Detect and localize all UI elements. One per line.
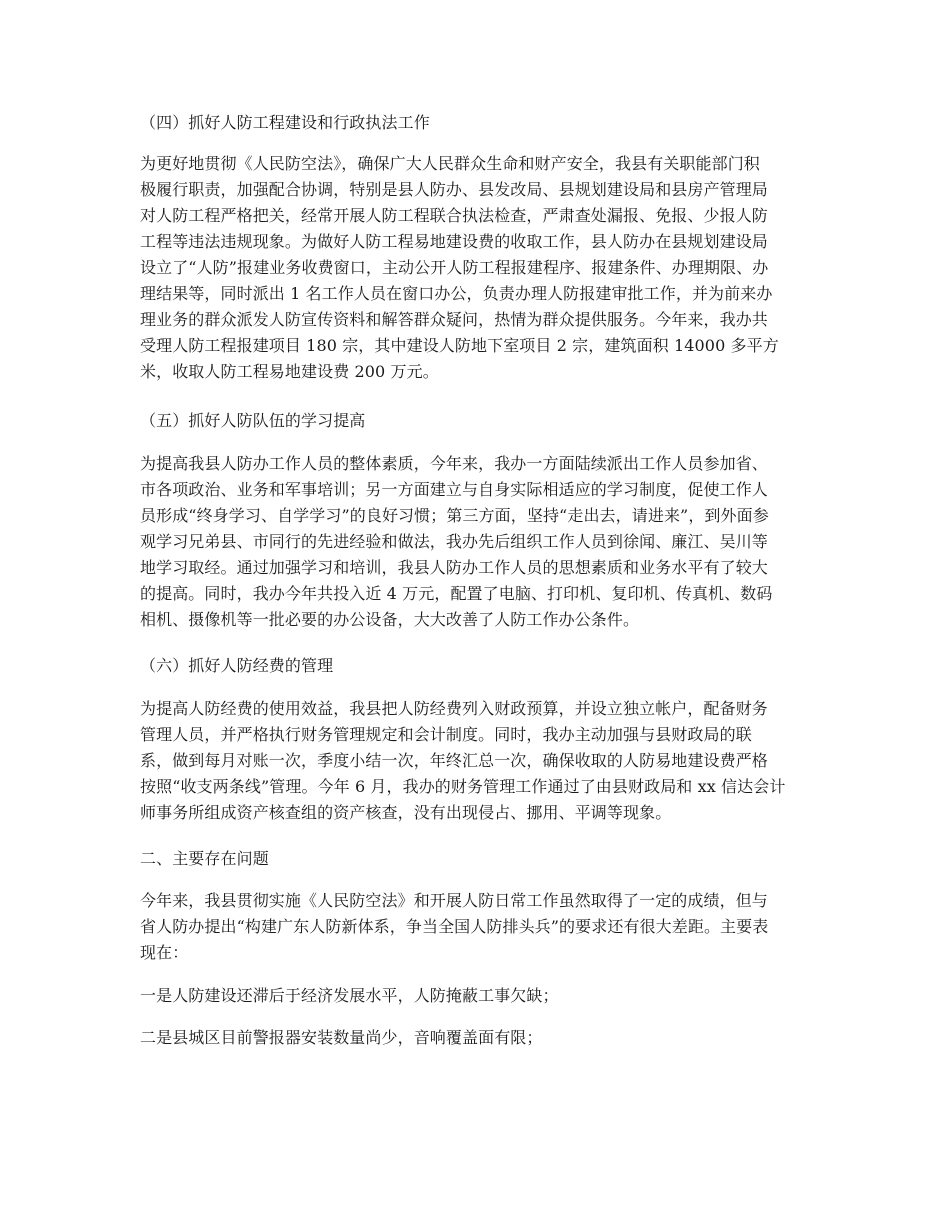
paragraph-line: 省人防办提出“构建广东人防新体系，争当全国人防排头兵”的要求还有很大差距。主要表	[140, 917, 769, 936]
paragraph-line: 理业务的群众派发人防宣传资料和解答群众疑问，热情为群众提供服务。今年来，我办共	[140, 310, 768, 329]
section-heading: （四）抓好人防工程建设和行政执法工作	[140, 113, 430, 132]
paragraph-line: 员形成“终身学习、自学学习”的良好习惯；第三方面，坚持“走出去，请进来”，到外面参	[140, 506, 769, 525]
paragraph-line: 市各项政治、业务和军事培训；另一方面建立与自身实际相适应的学习制度，促使工作人	[140, 480, 768, 499]
paragraph-line: 理结果等，同时派出 1 名工作人员在窗口办公，负责办理人防报建审批工作，并为前来办	[140, 284, 773, 303]
paragraph-line: 对人防工程严格把关，经常开展人防工程联合执法检查，严肃查处漏报、免报、少报人防	[140, 206, 768, 225]
paragraph-line: 极履行职责，加强配合协调，特别是县人防办、县发改局、县规划建设局和县房产管理局	[140, 180, 768, 199]
paragraph-line: 工程等违法违规现象。为做好人防工程易地建设费的收取工作，县人防办在县规划建设局	[140, 232, 768, 251]
list-item: 一是人防建设还滞后于经济发展水平，人防掩蔽工事欠缺；	[140, 986, 559, 1005]
paragraph-line: 系，做到每月对账一次，季度小结一次，年终汇总一次，确保收取的人防易地建设费严格	[140, 751, 768, 770]
section-heading: （六）抓好人防经费的管理	[140, 656, 334, 675]
paragraph-line: 按照“收支两条线”管理。今年 6 月，我办的财务管理工作通过了由县财政局和 xx 信达会计	[140, 777, 786, 796]
section-heading: 二、主要存在问题	[140, 849, 269, 868]
paragraph-line: 管理人员，并严格执行财务管理规定和会计制度。同时，我办主动加强与县财政局的联	[140, 725, 752, 744]
paragraph-line: 的提高。同时，我办今年共投入近 4 万元，配置了电脑、打印机、复印机、传真机、数码	[140, 584, 773, 603]
list-item: 二是县城区目前警报器安装数量尚少，音响覆盖面有限；	[140, 1028, 543, 1047]
paragraph-line: 受理人防工程报建项目 180 宗，其中建设人防地下室项目 2 宗，建筑面积 14000 多平方	[140, 336, 779, 355]
paragraph-line: 师事务所组成资产核查组的资产核查，没有出现侵占、挪用、平调等现象。	[140, 803, 672, 822]
paragraph-line: 相机、摄像机等一批必要的办公设备，大大改善了人防工作办公条件。	[140, 610, 640, 629]
section-heading: （五）抓好人防队伍的学习提高	[140, 411, 366, 430]
paragraph-line: 设立了“人防”报建业务收费窗口，主动公开人防工程报建程序、报建条件、办理期限、办	[140, 258, 769, 277]
paragraph-line: 为提高我县人防办工作人员的整体素质，今年来，我办一方面陆续派出工作人员参加省、	[140, 454, 768, 473]
paragraph-line: 现在：	[140, 943, 189, 962]
paragraph-line: 地学习取经。通过加强学习和培训，我县人防办工作人员的思想素质和业务水平有了较大	[140, 558, 768, 577]
paragraph-line: 米，收取人防工程易地建设费 200 万元。	[140, 362, 439, 381]
paragraph-line: 今年来，我县贯彻实施《人民防空法》和开展人防日常工作虽然取得了一定的成绩，但与	[140, 891, 768, 910]
paragraph-line: 观学习兄弟县、市同行的先进经验和做法，我办先后组织工作人员到徐闻、廉江、吴川等	[140, 532, 768, 551]
paragraph-line: 为更好地贯彻《人民防空法》，确保广大人民群众生命和财产安全，我县有关职能部门积	[140, 154, 760, 173]
paragraph-line: 为提高人防经费的使用效益，我县把人防经费列入财政预算，并设立独立帐户，配备财务	[140, 699, 768, 718]
